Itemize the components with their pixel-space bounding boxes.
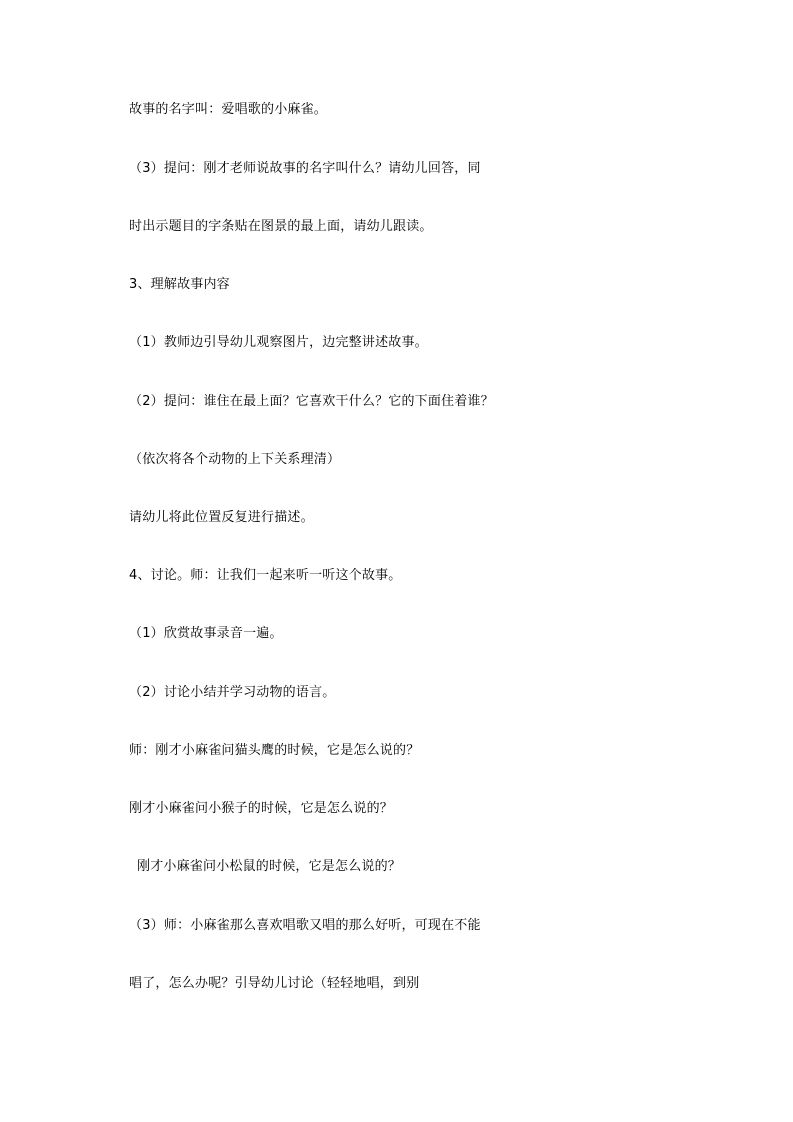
text-line-question-3: （3）提问：刚才老师说故事的名字叫什么？请幼儿回答，同 — [129, 161, 481, 176]
text-line-question-3-cont: 时出示题目的字条贴在图景的最上面，请幼儿跟读。 — [129, 219, 433, 234]
text-line-question-3-teacher-cont: 唱了，怎么办呢？引导幼儿讨论（轻轻地唱，到别 — [129, 976, 420, 991]
text-line-step-2-note: （依次将各个动物的上下关系理清） — [129, 452, 341, 467]
text-line-owl-question: 师：刚才小麻雀问猫头鹰的时候，它是怎么说的？ — [129, 743, 420, 758]
text-line-summary: （2）讨论小结并学习动物的语言。 — [129, 685, 336, 700]
text-line-question-3-teacher: （3）师：小麻雀那么喜欢唱歌又唱的那么好听，可现在不能 — [129, 918, 481, 933]
text-line-step-1: （1）教师边引导幼儿观察图片，边完整讲述故事。 — [129, 335, 428, 350]
text-line-step-2: （2）提问：谁住在最上面？它喜欢干什么？它的下面住着谁？ — [129, 394, 494, 409]
text-line-squirrel-question: 刚才小麻雀问小松鼠的时候，它是怎么说的？ — [137, 859, 402, 874]
section-heading-discussion: 4、讨论。师：让我们一起来听一听这个故事。 — [129, 568, 402, 583]
text-line-monkey-question: 刚才小麻雀问小猴子的时候，它是怎么说的？ — [129, 801, 394, 816]
text-line-listen: （1）欣赏故事录音一遍。 — [129, 626, 283, 641]
text-line-story-title: 故事的名字叫：爱唱歌的小麻雀。 — [129, 102, 328, 117]
text-line-describe: 请幼儿将此位置反复进行描述。 — [129, 510, 314, 525]
section-heading-understand: 3、理解故事内容 — [129, 277, 230, 292]
